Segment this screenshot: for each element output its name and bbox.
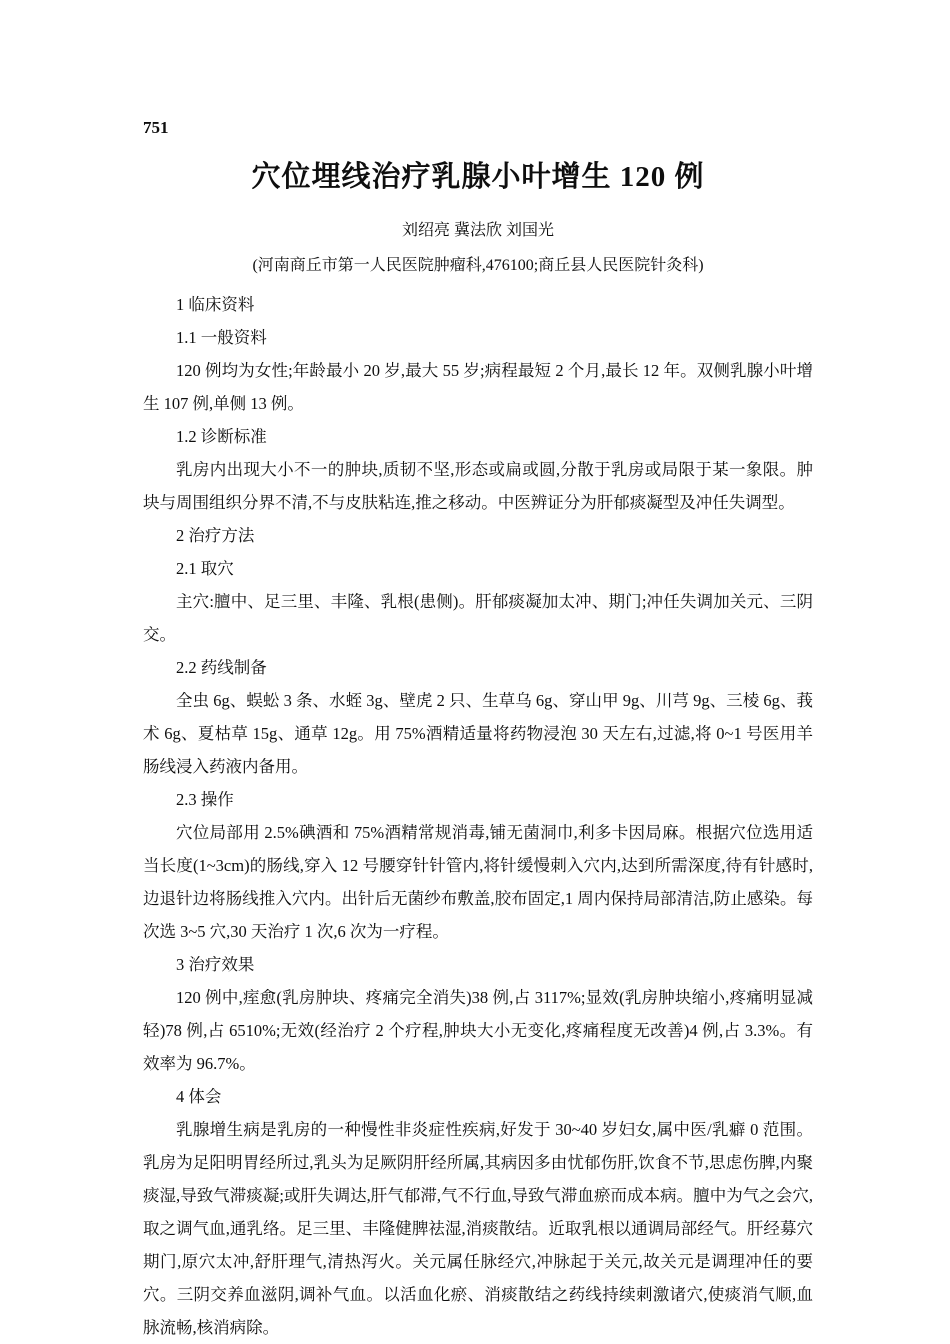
page-number: 751 bbox=[143, 118, 169, 137]
heading-thread-preparation: 2.2 药线制备 bbox=[176, 658, 267, 677]
paragraph-treatment-results: 120 例中,痓愈(乳房肿块、疼痛完全消失)38 例,占 3117%;显效(乳房肿块缩小,疼痛明显减轻)78 例,占 6510%;无效(经治疗 2 个疗程,肿块大小无变化,疼痛程度无改善)4 例,占 3.3%。有效率为 96.7%。 bbox=[143, 988, 813, 1073]
heading-diagnostic-criteria: 1.2 诊断标准 bbox=[176, 427, 267, 446]
heading-point-selection: 2.1 取穴 bbox=[176, 559, 234, 578]
heading-general-data: 1.1 一般资料 bbox=[176, 328, 267, 347]
heading-treatment-results: 3 治疗效果 bbox=[176, 955, 255, 974]
paragraph-thread-preparation: 全虫 6g、蜈蚣 3 条、水蛭 3g、壁虎 2 只、生草乌 6g、穿山甲 9g、川芎 9g、三棱 6g、莪术 6g、夏枯草 15g、通草 12g。用 75%酒精适量将药物浸泡 30 天左右,过滤,将 0~1 号医用羊肠线浸入药液内备用。 bbox=[143, 691, 814, 776]
paragraph-point-selection: 主穴:膻中、足三里、丰隆、乳根(患侧)。肝郁痰凝加太冲、期门;冲任失调加关元、三阴交。 bbox=[143, 592, 813, 644]
heading-discussion: 4 体会 bbox=[176, 1087, 222, 1106]
paper-body bbox=[143, 288, 813, 1344]
paragraph-operation: 穴位局部用 2.5%碘酒和 75%酒精常规消毒,铺无菌洞巾,利多卡因局麻。根据穴位选用适当长度(1~3cm)的肠线,穿入 12 号腰穿针针管内,将针缓慢刺入穴内,达到所需深度,待有针感时,边退针边将肠线推入穴内。出针后无菌纱布敷盖,胶布固定,1 周内保持局部清洁,防止感染。每次选 3~5 穴,30 天治疗 1 次,6 次为一疗程。 bbox=[143, 823, 813, 941]
paragraph-discussion: 乳腺增生病是乳房的一种慢性非炎症性疾病,好发于 30~40 岁妇女,属中医/乳癖 0 范围。乳房为足阳明胃经所过,乳头为足厥阴肝经所属,其病因多由忧郁伤肝,饮食不节,思虑伤脾,内聚痰湿,导致气滞痰凝;或肝失调达,肝气郁滞,气不行血,导致气滞血瘀而成本病。膻中为气之会穴,取之调气血,通乳络。足三里、丰隆健脾祛湿,消痰散结。近取乳根以通调局部经气。肝经募穴期门,原穴太冲,舒肝理气,清热泻火。关元属任脉经穴,冲脉起于关元,故关元是调理冲任的要穴。三阴交养血滋阴,调补气血。以活血化瘀、消痰散结之药线持续刺激诸穴,使痰消气顺,血脉流畅,核消病除。 bbox=[143, 1120, 813, 1337]
heading-operation: 2.3 操作 bbox=[176, 790, 234, 809]
affiliation-line: (河南商丘市第一人民医院肿瘤科,476100;商丘县人民医院针灸科) bbox=[252, 257, 704, 274]
authors-line: 刘绍亮 冀法欣 刘国光 bbox=[401, 222, 554, 239]
paper-title: 穴位埋线治疗乳腺小叶增生 120 例 bbox=[251, 161, 705, 193]
heading-clinical-data: 1 临床资料 bbox=[176, 295, 255, 314]
paragraph-general-data: 120 例均为女性;年龄最小 20 岁,最大 55 岁;病程最短 2 个月,最长 12 年。双侧乳腺小叶增生 107 例,单侧 13 例。 bbox=[143, 361, 813, 413]
heading-treatment-method: 2 治疗方法 bbox=[176, 526, 255, 545]
paragraph-diagnostic-criteria: 乳房内出现大小不一的肿块,质韧不坚,形态或扁或圆,分散于乳房或局限于某一象限。肿块与周围组织分界不清,不与皮肤粘连,推之移动。中医辨证分为肝郁痰凝型及冲任失调型。 bbox=[143, 460, 813, 512]
